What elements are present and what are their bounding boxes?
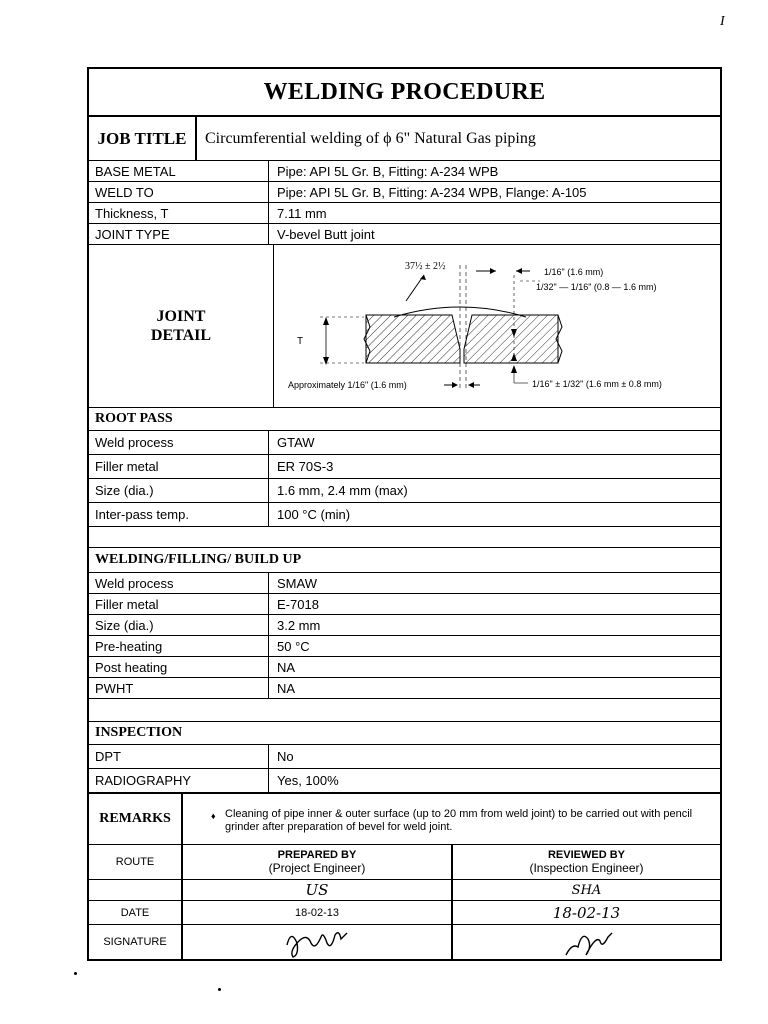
field-label: BASE METAL — [89, 161, 269, 181]
field-value: Pipe: API 5L Gr. B, Fitting: A-234 WPB — [277, 163, 499, 179]
reviewed-role: (Inspection Engineer) — [529, 861, 644, 875]
root-face-label: 1/32" — 1/16" (0.8 — 1.6 mm) — [536, 282, 657, 292]
welding-procedure-form — [87, 67, 722, 961]
field-row — [89, 224, 720, 245]
field-row — [89, 161, 720, 182]
bullet-icon: ♦ — [211, 811, 216, 821]
field-label: DPT — [89, 745, 269, 768]
reviewed-signature — [552, 925, 622, 959]
route-row — [89, 845, 720, 880]
field-value: NA — [277, 659, 296, 675]
blank-row — [89, 699, 720, 722]
field-label: Post heating — [89, 657, 269, 677]
field-label: Size (dia.) — [89, 479, 269, 502]
field-label: Thickness, T — [89, 203, 269, 223]
field-row — [89, 678, 720, 699]
field-value: 1.6 mm, 2.4 mm (max) — [277, 483, 408, 498]
field-value: No — [277, 749, 294, 764]
field-row — [89, 203, 720, 224]
field-row — [89, 479, 720, 503]
scan-speck — [218, 988, 221, 991]
field-value: SMAW — [277, 575, 317, 591]
reviewed-date: 18-02-13 — [552, 903, 621, 922]
form-title: WELDING PROCEDURE — [89, 69, 720, 117]
reviewed-by-label: REVIEWED BY — [547, 849, 625, 861]
job-title-value: Circumferential welding of ϕ 6" Natural Gas piping — [205, 129, 536, 147]
field-label: PWHT — [89, 678, 269, 698]
job-title-row — [89, 117, 720, 161]
field-label: Pre-heating — [89, 636, 269, 656]
prepared-by-label: PREPARED BY — [277, 849, 357, 861]
joint-detail-row — [89, 245, 720, 408]
prepared-role: (Project Engineer) — [268, 861, 366, 875]
field-value: Pipe: API 5L Gr. B, Fitting: A-234 WPB, Flange: A-105 — [277, 184, 587, 200]
field-value: Yes, 100% — [277, 773, 339, 788]
remarks-row — [89, 793, 720, 845]
field-label: Weld process — [89, 431, 269, 454]
prepared-date: 18-02-13 — [294, 906, 340, 919]
scan-speck — [74, 972, 77, 975]
angle-label: 37½ ± 2½ — [405, 261, 446, 272]
field-label: Inter-pass temp. — [89, 503, 269, 526]
signature-label: SIGNATURE — [89, 925, 183, 959]
route-label: ROUTE — [89, 845, 183, 879]
field-value: 3.2 mm — [277, 617, 321, 633]
prepared-signature — [277, 925, 357, 959]
field-row — [89, 431, 720, 455]
field-row — [89, 455, 720, 479]
field-value: GTAW — [277, 435, 315, 450]
field-row — [89, 182, 720, 203]
field-row — [89, 594, 720, 615]
field-value: 100 °C (min) — [277, 507, 351, 522]
remarks-body — [183, 794, 720, 844]
root-gap-top-label: 1/16" (1.6 mm) — [544, 267, 604, 277]
field-label: JOINT TYPE — [89, 224, 269, 244]
remarks-text: Cleaning of pipe inner & outer surface (up to 20 mm from weld joint) to be carried out with pencil grinder after preparation of bevel for weld joint. — [225, 808, 693, 833]
date-label: DATE — [89, 901, 183, 924]
welding-filling-heading: WELDING/FILLING/ BUILD UP — [89, 548, 720, 573]
left-plate — [366, 315, 460, 363]
initials-row — [89, 880, 720, 901]
blank-row — [89, 527, 720, 548]
field-value: V-bevel Butt joint — [277, 226, 375, 242]
joint-detail-drawing — [274, 245, 720, 407]
reviewed-initials: SHA — [571, 882, 602, 898]
joint-bevel-diagram — [274, 245, 720, 407]
field-label: Weld process — [89, 573, 269, 593]
field-row — [89, 636, 720, 657]
field-value: 7.11 mm — [277, 205, 327, 221]
field-row — [89, 573, 720, 594]
field-value: ER 70S-3 — [277, 459, 334, 474]
field-label: Filler metal — [89, 455, 269, 478]
field-label: WELD TO — [89, 182, 269, 202]
bottom-tolerance-label: 1/16" ± 1/32" (1.6 mm ± 0.8 mm) — [532, 379, 662, 389]
field-value: 50 °C — [277, 638, 310, 654]
field-row — [89, 769, 720, 793]
reviewed-by-cell — [453, 845, 720, 879]
joint-detail-label: JOINT DETAIL — [89, 245, 274, 407]
root-pass-heading: ROOT PASS — [89, 408, 720, 431]
field-label: Size (dia.) — [89, 615, 269, 635]
inspection-heading: INSPECTION — [89, 722, 720, 745]
field-row — [89, 657, 720, 678]
date-row — [89, 901, 720, 925]
field-row — [89, 745, 720, 769]
thickness-label: T — [297, 336, 304, 347]
right-plate — [464, 315, 558, 363]
page-mark: I — [720, 14, 725, 29]
prepared-by-cell — [183, 845, 453, 879]
approx-gap-label: Approximately 1/16" (1.6 mm) — [288, 380, 407, 390]
job-title-label: JOB TITLE — [89, 115, 197, 160]
field-row — [89, 615, 720, 636]
field-label: Filler metal — [89, 594, 269, 614]
field-value: E-7018 — [277, 596, 319, 612]
prepared-initials: US — [305, 881, 329, 899]
field-row — [89, 503, 720, 527]
signature-row — [89, 925, 720, 959]
remarks-label: REMARKS — [89, 794, 183, 844]
field-label: RADIOGRAPHY — [89, 769, 269, 792]
field-value: NA — [277, 680, 296, 696]
